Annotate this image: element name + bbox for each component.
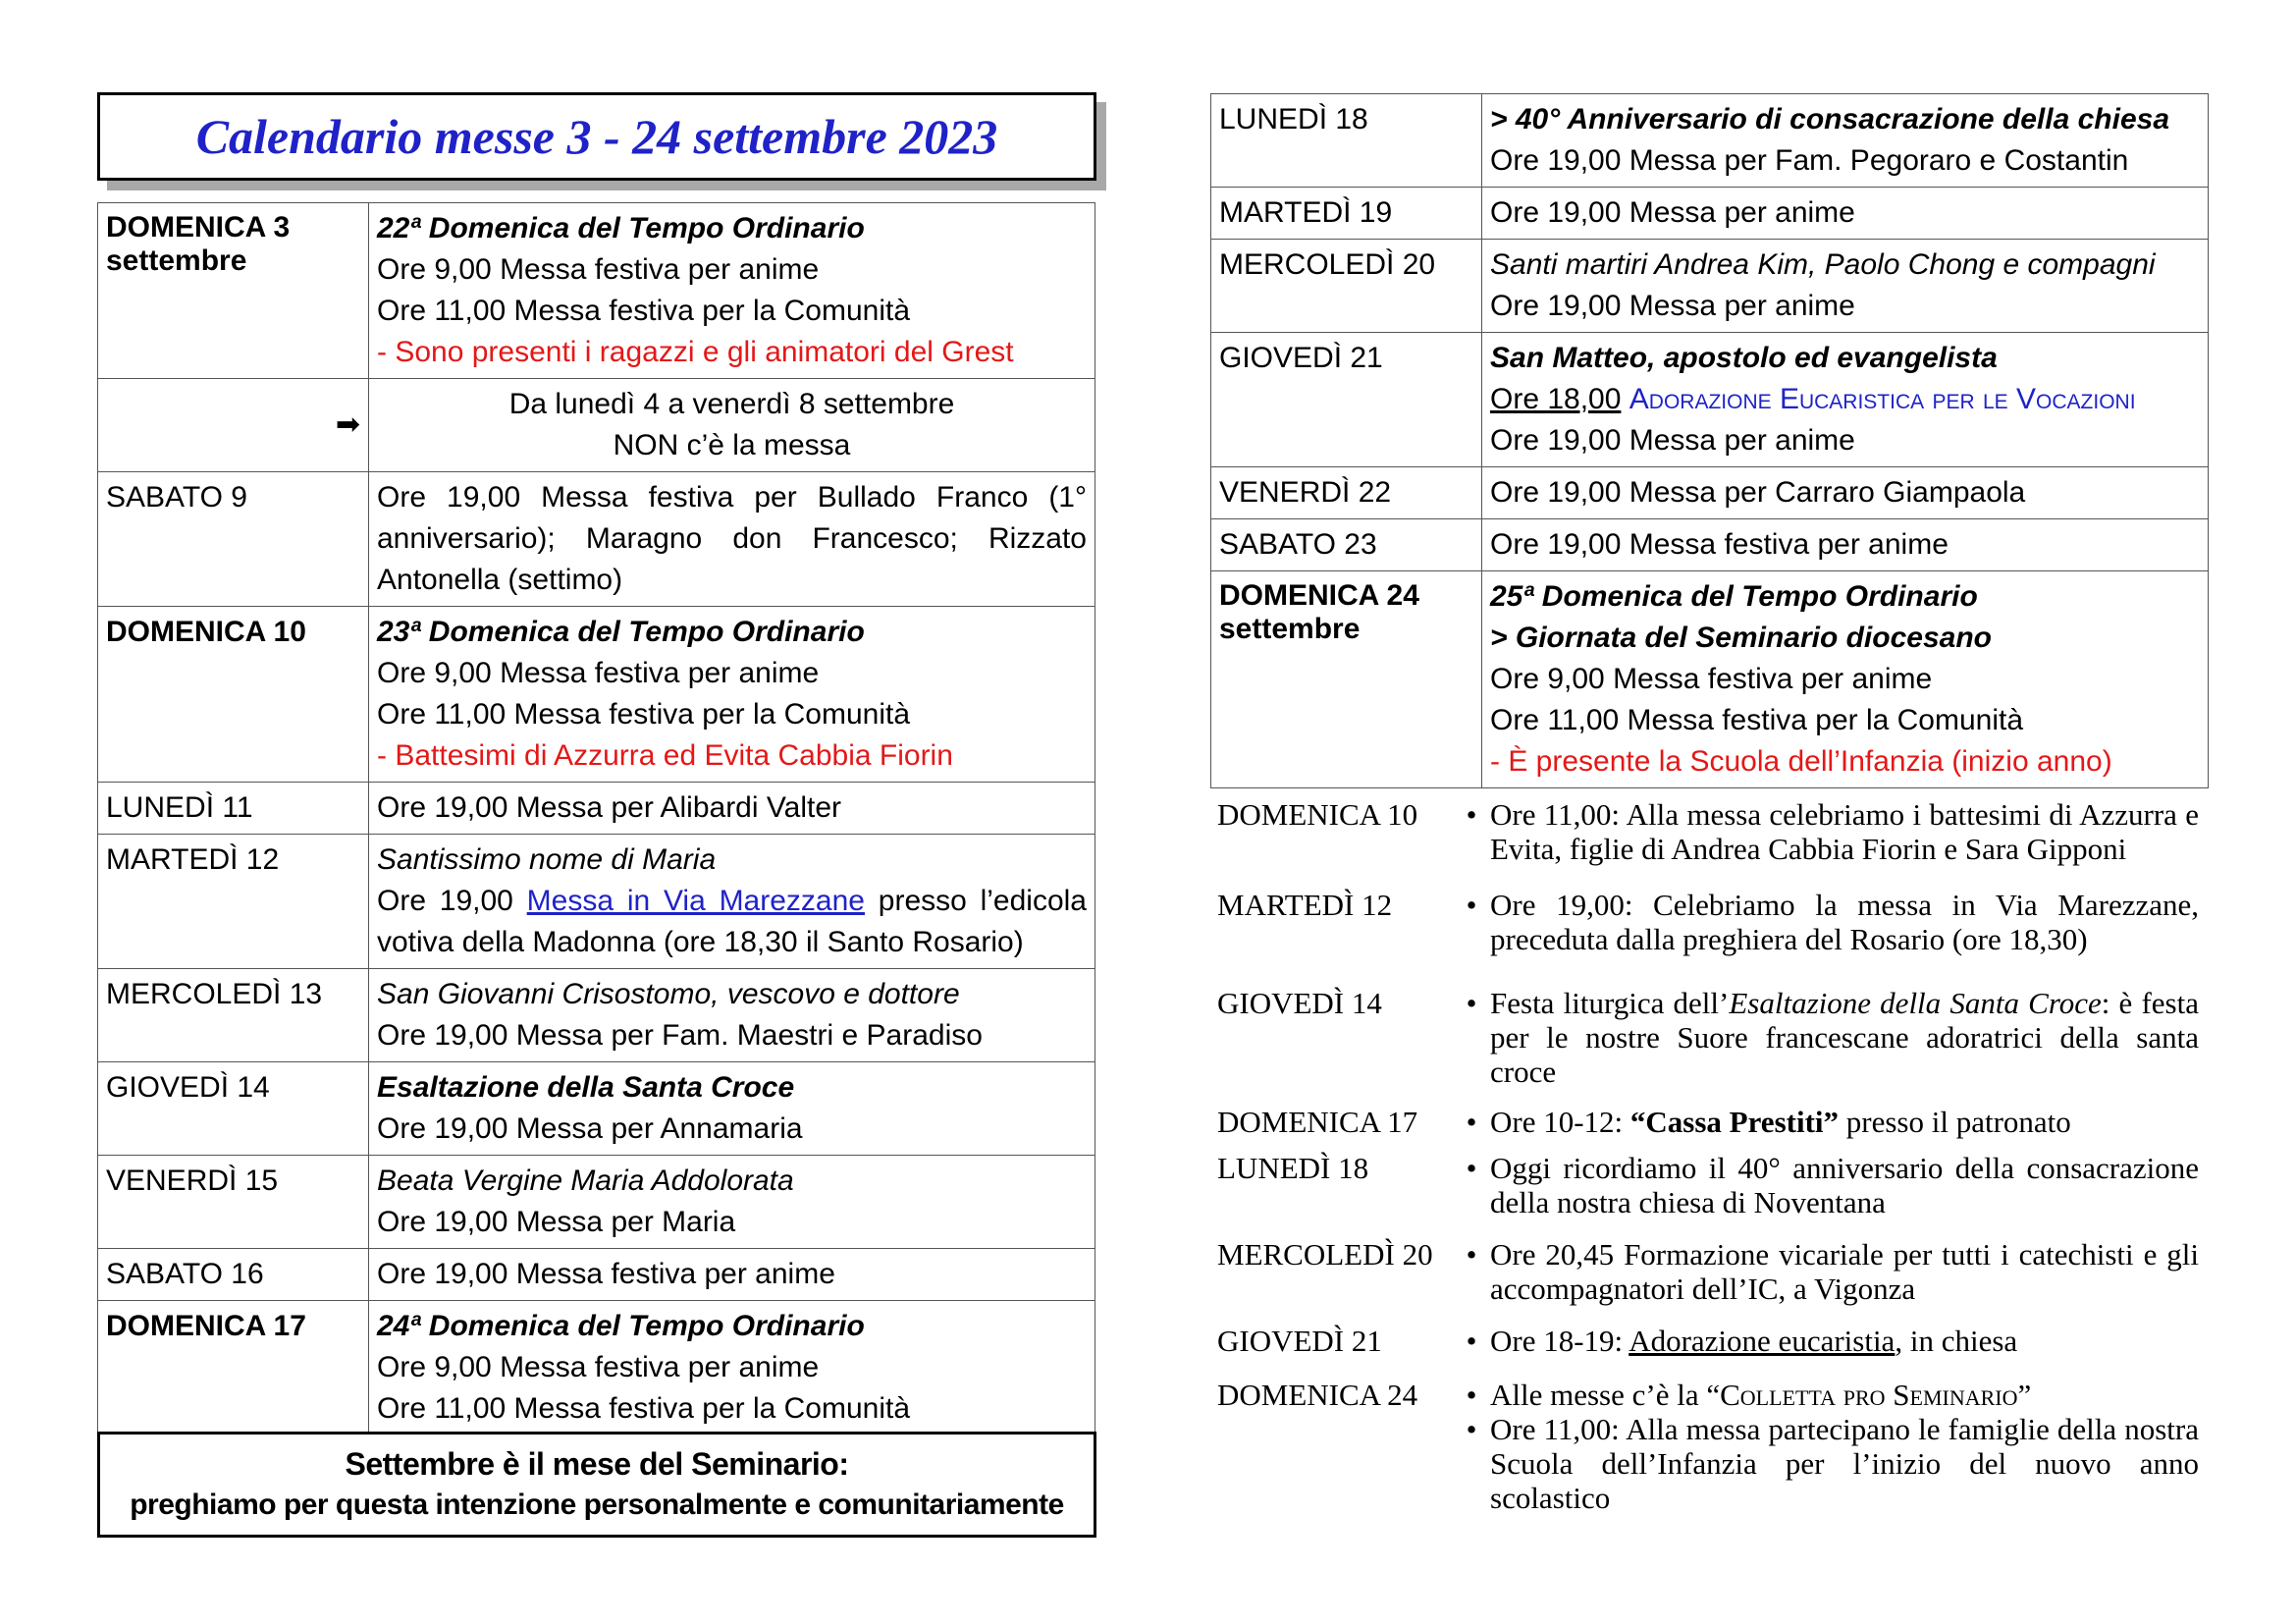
celebration-title: > 40° Anniversario di consacrazione della chiesa xyxy=(1490,103,2170,135)
note-text: Festa liturgica dell’Esaltazione della Santa Croce: è festa per le nostre Suore francescane adoratrici della santa croce xyxy=(1490,986,2199,1089)
day-label: MARTEDÌ 19 xyxy=(1211,188,1482,240)
day-label: DOMENICA 17 xyxy=(98,1301,369,1435)
table-row xyxy=(98,783,1095,835)
mass-line: Ore 9,00 Messa festiva per anime xyxy=(377,1351,820,1383)
table-row xyxy=(1211,519,2209,571)
celebration-title: San Giovanni Crisostomo, vescovo e dottore xyxy=(377,978,960,1010)
schedule-table-right xyxy=(1210,93,2209,788)
mass-line: Ore 19,00 Messa per Alibardi Valter xyxy=(369,783,1095,835)
celebration-title: Beata Vergine Maria Addolorata xyxy=(377,1164,794,1197)
mass-line: Ore 19,00 Messa per Annamaria xyxy=(377,1112,803,1145)
mass-line: Ore 11,00 Messa festiva per la Comunità xyxy=(377,295,911,327)
note-item xyxy=(1217,1151,2199,1219)
arrow-right-icon: ➡ xyxy=(335,408,360,441)
mass-line: Ore 19,00 Messa per Fam. Maestri e Paradiso xyxy=(377,1019,983,1052)
adoration-link[interactable]: Adorazione Eucaristica per le Vocazioni xyxy=(1629,383,2136,415)
table-row xyxy=(98,472,1095,607)
note-item xyxy=(1217,1324,2199,1358)
day-label: SABATO 9 xyxy=(98,472,369,607)
day-label: SABATO 23 xyxy=(1211,519,1482,571)
celebration-title: 22ª Domenica del Tempo Ordinario xyxy=(377,212,865,244)
day-label: MARTEDÌ 12 xyxy=(98,835,369,969)
bullet-icon: • xyxy=(1466,1324,1477,1358)
table-row xyxy=(98,607,1095,783)
celebration-title: 25ª Domenica del Tempo Ordinario xyxy=(1490,580,1978,613)
table-row xyxy=(98,1301,1095,1435)
celebration-title: San Matteo, apostolo ed evangelista xyxy=(1490,342,1998,374)
day-label: VENERDÌ 22 xyxy=(1211,467,1482,519)
mass-line: Ore 19,00 Messa per anime xyxy=(1490,290,1855,322)
note-day: GIOVEDÌ 14 xyxy=(1217,986,1382,1020)
table-row xyxy=(98,1249,1095,1301)
table-row xyxy=(98,1062,1095,1156)
note-item xyxy=(1217,1237,2199,1306)
mass-line: Ore 9,00 Messa festiva per anime xyxy=(1490,663,1933,695)
bullet-icon: • xyxy=(1466,1237,1477,1272)
seminario-line-1: Settembre è il mese del Seminario: xyxy=(345,1446,849,1482)
mass-line: Ore 19,00 Messa per anime xyxy=(1482,188,2209,240)
mass-line: Ore 19,00 Messa per Carraro Giampaola xyxy=(1482,467,2209,519)
note-item xyxy=(1217,888,2199,956)
bullet-icon: • xyxy=(1466,1151,1477,1185)
bullet-icon: • xyxy=(1466,888,1477,922)
bullet-icon: • xyxy=(1466,1378,1477,1412)
mass-line: Ore 19,00 Messa festiva per Bullado Franco (1° anniversario); Maragno don Francesco; Rizzato Antonella (settimo) xyxy=(369,472,1095,607)
celebration-title: 23ª Domenica del Tempo Ordinario xyxy=(377,616,865,648)
notice-line: - Battesimi di Azzurra ed Evita Cabbia Fiorin xyxy=(377,739,953,772)
table-row xyxy=(1211,571,2209,788)
mass-line: Ore 9,00 Messa festiva per anime xyxy=(377,253,820,286)
note-day: LUNEDÌ 18 xyxy=(1217,1151,1369,1185)
bullet-icon: • xyxy=(1466,1412,1477,1446)
note-text: Ore 11,00: Alla messa partecipano le famiglie della nostra Scuola dell’Infanzia per l’inizio del nuovo anno scolastico xyxy=(1490,1412,2199,1515)
note-text: Ore 20,45 Formazione vicariale per tutti i catechisti e gli accompagnatori dell’IC, a Vigonza xyxy=(1490,1237,2199,1306)
celebration-title: Esaltazione della Santa Croce xyxy=(377,1071,795,1104)
celebration-title: Santissimo nome di Maria xyxy=(377,843,717,876)
day-label: VENERDÌ 15 xyxy=(98,1156,369,1249)
note-text: Ore 18-19: Adorazione eucaristia, in chiesa xyxy=(1490,1324,2018,1358)
note-text: Ore 11,00: Alla messa celebriamo i battesimi di Azzurra e Evita, figlie di Andrea Cabbia Fiorin e Sara Gipponi xyxy=(1490,797,2199,866)
note-day: DOMENICA 24 xyxy=(1217,1378,1418,1412)
note-text: Ore 19,00: Celebriamo la messa in Via Marezzane, preceduta dalla preghiera del Rosario (ore 18,30) xyxy=(1490,888,2199,956)
mass-line: Ore 11,00 Messa festiva per la Comunità xyxy=(377,698,911,731)
mass-line: Ore 11,00 Messa festiva per la Comunità xyxy=(377,1392,911,1425)
table-row xyxy=(1211,467,2209,519)
table-row xyxy=(98,379,1095,472)
notice-line: - È presente la Scuola dell’Infanzia (inizio anno) xyxy=(1490,745,2112,778)
notes-list xyxy=(1217,797,2199,1537)
schedule-table-left xyxy=(97,202,1095,1435)
notice-line: Da lunedì 4 a venerdì 8 settembre xyxy=(508,388,955,420)
note-text: Ore 10-12: “Cassa Prestiti” presso il patronato xyxy=(1490,1105,2071,1139)
marezzane-link[interactable]: Messa in Via Marezzane xyxy=(526,885,865,917)
page-title: Calendario messe 3 - 24 settembre 2023 xyxy=(195,109,998,164)
note-text: Alle messe c’è la “Colletta pro Seminario” xyxy=(1490,1378,2032,1412)
table-row xyxy=(98,1156,1095,1249)
notice-line: NON c’è la messa xyxy=(613,429,851,461)
mass-line: Ore 19,00 Messa in Via Marezzane presso l’edicola votiva della Madonna (ore 18,30 il Santo Rosario) xyxy=(377,885,1087,958)
table-row xyxy=(1211,94,2209,188)
day-sublabel: settembre xyxy=(1219,613,1361,645)
note-day: GIOVEDÌ 21 xyxy=(1217,1324,1382,1358)
note-item xyxy=(1217,797,2199,866)
mass-line: Ore 19,00 Messa festiva per anime xyxy=(1482,519,2209,571)
note-item xyxy=(1217,1378,2199,1515)
title-box xyxy=(97,92,1096,181)
mass-line: Ore 11,00 Messa festiva per la Comunità xyxy=(1490,704,2024,736)
mass-line: Ore 19,00 Messa per Maria xyxy=(377,1206,736,1238)
seminario-line-2: preghiamo per questa intenzione personalmente e comunitariamente xyxy=(130,1489,1064,1521)
table-row xyxy=(1211,240,2209,333)
bullet-icon: • xyxy=(1466,1105,1477,1139)
mass-line: Ore 9,00 Messa festiva per anime xyxy=(377,657,820,689)
bullet-icon: • xyxy=(1466,797,1477,832)
day-label: DOMENICA 3 xyxy=(106,211,291,244)
day-label: DOMENICA 10 xyxy=(98,607,369,783)
day-label: DOMENICA 24 xyxy=(1219,579,1419,612)
day-label: GIOVEDÌ 21 xyxy=(1211,333,1482,467)
note-day: MERCOLEDÌ 20 xyxy=(1217,1237,1433,1272)
mass-line: Ore 19,00 Messa per Fam. Pegoraro e Costantin xyxy=(1490,144,2129,177)
mass-line: Ore 19,00 Messa festiva per anime xyxy=(369,1249,1095,1301)
celebration-title: Santi martiri Andrea Kim, Paolo Chong e compagni xyxy=(1490,248,2156,281)
celebration-title: 24ª Domenica del Tempo Ordinario xyxy=(377,1310,865,1342)
table-row xyxy=(1211,188,2209,240)
bullet-icon: • xyxy=(1466,986,1477,1020)
adoration-line: Ore 18,00 Adorazione Eucaristica per le Vocazioni xyxy=(1490,383,2136,415)
day-label: LUNEDÌ 11 xyxy=(98,783,369,835)
day-sublabel: settembre xyxy=(106,244,247,277)
day-label: MERCOLEDÌ 13 xyxy=(98,969,369,1062)
notice-line: - Sono presenti i ragazzi e gli animatori del Grest xyxy=(377,336,1014,368)
table-row xyxy=(98,835,1095,969)
day-label: LUNEDÌ 18 xyxy=(1211,94,1482,188)
note-item xyxy=(1217,1105,2199,1139)
day-label: GIOVEDÌ 14 xyxy=(98,1062,369,1156)
mass-line: Ore 19,00 Messa per anime xyxy=(1490,424,1855,457)
seminario-banner xyxy=(97,1432,1096,1538)
table-row xyxy=(1211,333,2209,467)
note-text: Oggi ricordiamo il 40° anniversario della consacrazione della nostra chiesa di Noventana xyxy=(1490,1151,2199,1219)
note-day: DOMENICA 17 xyxy=(1217,1105,1418,1139)
day-label: MERCOLEDÌ 20 xyxy=(1211,240,1482,333)
table-row xyxy=(98,969,1095,1062)
note-item xyxy=(1217,986,2199,1089)
table-row xyxy=(98,203,1095,379)
note-day: DOMENICA 10 xyxy=(1217,797,1418,832)
day-label: SABATO 16 xyxy=(98,1249,369,1301)
note-day: MARTEDÌ 12 xyxy=(1217,888,1393,922)
celebration-subtitle: > Giornata del Seminario diocesano xyxy=(1490,622,1992,654)
